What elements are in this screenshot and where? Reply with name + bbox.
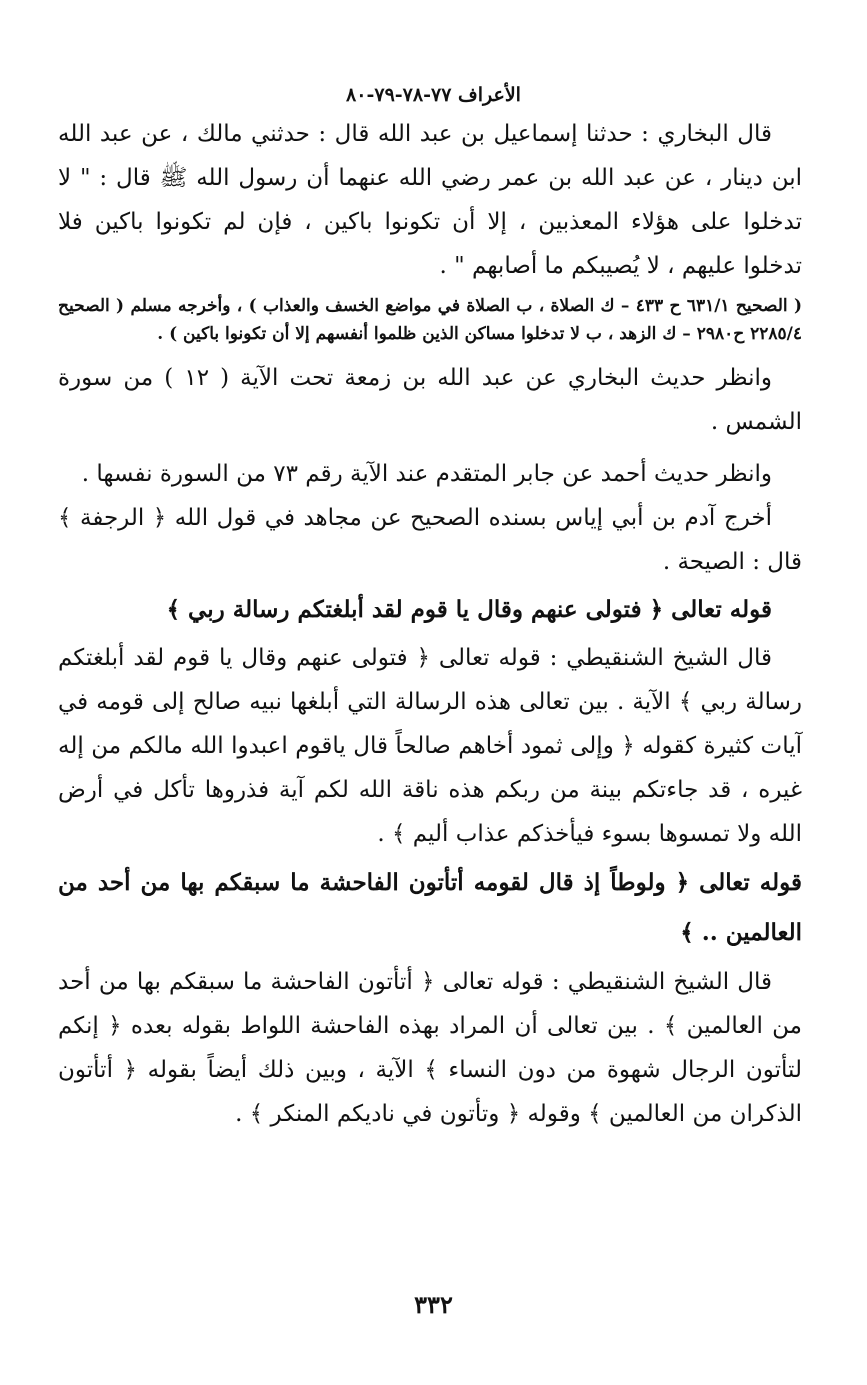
citation-note: ( الصحيح ٦٣١/١ ح ٤٣٣ – ك الصلاة ، ب الصلاة في مواضع الخسف والعذاب ) ، وأخرجه مسلم ( الصحيح ٢٢٨٥/٤ ح٢٩٨٠ – ك الزهد ، ب لا تدخلوا مساكن الذين ظلموا أنفسهم إلا أن تكونوا باكين ) .	[58, 296, 802, 344]
reference-paragraph: وانظر حديث أحمد عن جابر المتقدم عند الآية رقم ٧٣ من السورة نفسها .	[81, 461, 772, 487]
tafsir-paragraph: قال الشيخ الشنقيطي : قوله تعالى ﴿ فتولى عنهم وقال يا قوم لقد أبلغتكم رسالة ربي ﴾ الآية . بين تعالى هذه الرسالة التي أبلغها نبيه صالح إلى قومه في آيات كثيرة كقوله ﴿ وإلى ثمود أخاهم صالحاً قال ياقوم اعبدوا الله مالكم من إله غيره ، قد جاءتكم بينة من ربكم هذه ناقة الله لكم آية فذروها تأكل في أرض الله ولا تمسوها بسوء فيأخذكم عذاب أليم ﴾ .	[58, 645, 802, 847]
running-header: الأعراف ٧٧-٧٨-٧٩-٨٠	[346, 84, 521, 106]
page-number: ٣٣٢	[414, 1290, 453, 1319]
tafsir-paragraph: قال الشيخ الشنقيطي : قوله تعالى ﴿ أتأتون الفاحشة ما سبقكم بها من أحد من العالمين ﴾ . بين تعالى أن المراد بهذه الفاحشة اللواط بقوله بعده ﴿ إنكم لتأتون الرجال شهوة من دون النساء ﴾ الآية ، وبين ذلك أيضاً بقوله ﴿ أتأتون الذكران من العالمين ﴾ وقوله ﴿ وتأتون في ناديكم المنكر ﴾ .	[58, 969, 802, 1127]
verse-heading: قوله تعالى ﴿ ولوطاً إذ قال لقومه أتأتون الفاحشة ما سبقكم بها من أحد من العالمين .. ﴾	[58, 869, 802, 946]
verse-heading: قوله تعالى ﴿ فتولى عنهم وقال يا قوم لقد أبلغتكم رسالة ربي ﴾	[166, 596, 772, 623]
reference-paragraph: وانظر حديث البخاري عن عبد الله بن زمعة تحت الآية ( ١٢ ) من سورة الشمس .	[58, 365, 802, 435]
tafsir-paragraph: أخرج آدم بن أبي إياس بسنده الصحيح عن مجاهد في قول الله ﴿ الرجفة ﴾ قال : الصيحة .	[58, 505, 802, 575]
page-body	[58, 112, 802, 1136]
hadith-paragraph: قال البخاري : حدثنا إسماعيل بن عبد الله قال : حدثني مالك ، عن عبد الله ابن دينار ، عن عبد الله بن عمر رضي الله عنهما أن رسول الله ﷺ قال : " لا تدخلوا على هؤلاء المعذبين ، إلا أن تكونوا باكين ، فإن لم تكونوا باكين فلا تدخلوا عليهم ، لا يُصيبكم ما أصابهم " .	[58, 121, 802, 279]
